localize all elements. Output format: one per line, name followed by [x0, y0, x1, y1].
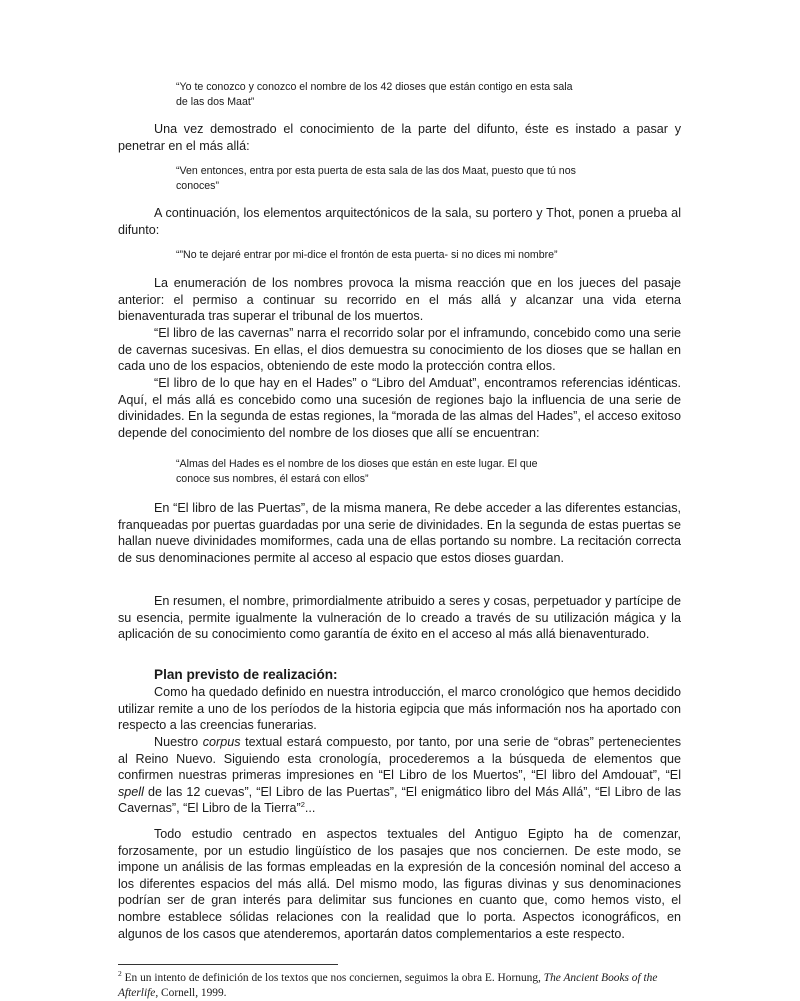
footnote-text-b: , Cornell, 1999. — [155, 987, 227, 999]
quote-1-line-1: “Yo te conozco y conozco el nombre de los 42 dioses que están contigo en esta sala — [176, 81, 573, 93]
footnote-book-title: The Ancient Books of the Afterlife — [118, 972, 658, 999]
paragraph-4: “El libro de las cavernas” narra el recorrido solar por el inframundo, concebido como una serie de cavernas sucesivas. En ellas, el dios demuestra su conocimiento de los dioses que se hallan en cada uno de los espacios, obteniendo de este modo la protección contra ellos. — [118, 326, 681, 374]
quote-1 — [176, 80, 573, 110]
footnote-text-a: En un intento de definición de los textos que nos conciernen, seguimos la obra E. Hornung, — [121, 972, 544, 984]
corpus-term: corpus — [202, 735, 241, 749]
paragraph-9-text-a: Nuestro — [154, 735, 203, 749]
paragraph-6: En “El libro de las Puertas”, de la misma manera, Re debe acceder a las diferentes estancias, franqueadas por puertas guardadas por una serie de divinidades. En la segunda de estas puertas se hallan nueve divinidades momiformes, cada una de ellas portando su nombre. La recitación correcta de sus denominaciones permite al acceso al espacio que estos dioses guardan. — [118, 501, 681, 565]
paragraph-7: En resumen, el nombre, primordialmente atribuido a seres y cosas, perpetuador y partícipe de su esencia, permite igualmente la vulneración de lo creado a través de su utilización mágica y la aplicación de su conocimiento como garantía de éxito en el acceso al más allá bienaventurado. — [118, 594, 681, 642]
quote-2 — [176, 164, 576, 194]
quote-4-line-1: “Almas del Hades es el nombre de los dioses que están en este lugar. El que — [176, 458, 538, 470]
paragraph-9-text-b: textual estará compuesto, por tanto, por una serie de “obras” pertenecientes al Reino Nuevo. Siguiendo esta cronología, procederemos a la búsqueda de elementos que confirmen nuestras primeras impresiones en “El Libro de los Muertos”, “El libro del Amdouat”, “El — [118, 735, 681, 783]
paragraph-5: “El libro de lo que hay en el Hades” o “Libro del Amduat”, encontramos referencias idénticas. Aquí, el más allá es concebido como una sucesión de regiones bajo la influencia de una serie de divinidades. En la segunda de estas regiones, la “morada de las almas del Hades”, el acceso exitoso depende del conocimiento del nombre de los dioses que allí se encuentran: — [118, 376, 681, 440]
paragraph-8: Como ha quedado definido en nuestra introducción, el marco cronológico que hemos decidido utilizar remite a uno de los períodos de la historia egipcia que más información nos ha aportado con respecto a las creencias funerarias. — [118, 685, 681, 733]
quote-4-line-2: conoce sus nombres, él estará con ellos” — [176, 473, 369, 485]
footnote-divider — [118, 964, 338, 965]
footnote-mark: 2 — [118, 969, 122, 979]
footnote-reference[interactable]: 2 — [300, 800, 305, 810]
quote-2-line-1: “Ven entonces, entra por esta puerta de esta sala de las dos Maat, puesto que tú nos — [176, 165, 576, 177]
quote-4 — [176, 457, 538, 487]
paragraph-10: Todo estudio centrado en aspectos textuales del Antiguo Egipto ha de comenzar, forzosamente, por un estudio lingüístico de los pasajes que nos conciernen. De este modo, se impone un análisis de las formas empleadas en la expresión de la concesión nominal del acceso a los diferentes espacios del más allá. Del mismo modo, las figuras divinas y sus denominaciones podrían ser de gran interés para delimitar sus funciones en cuanto que, como hemos visto, el nombre establece sólidas relaciones con la realidad que lo porta. Aspectos iconográficos, en algunos de los casos que atenderemos, aportarán datos complementarios a este respecto. — [118, 827, 681, 941]
paragraph-3: La enumeración de los nombres provoca la misma reacción que en los jueces del pasaje anterior: el permiso a continuar su recorrido en el más allá y alcanzar una vida eterna bienaventurada tras superar el tribunal de los muertos. — [118, 276, 681, 324]
quote-3: “”No te dejaré entrar por mi-dice el frontón de esta puerta- si no dices mi nombre” — [176, 249, 558, 261]
footnote — [118, 971, 681, 1001]
paragraph-9 — [118, 734, 681, 817]
paragraph-1: Una vez demostrado el conocimiento de la parte del difunto, éste es instado a pasar y penetrar en el más allá: — [118, 122, 681, 153]
section-heading: Plan previsto de realización: — [154, 667, 338, 682]
paragraph-9-text-c: de las 12 cuevas”, “El Libro de las Puertas”, “El enigmático libro del Más Allá”, “El Libro de las Cavernas”, “El Libro de la Tierra” — [118, 784, 681, 816]
spell-term: spell — [118, 784, 144, 799]
paragraph-2: A continuación, los elementos arquitectónicos de la sala, su portero y Thot, ponen a prueba al difunto: — [118, 206, 681, 237]
quote-1-line-2: de las dos Maat” — [176, 96, 255, 108]
paragraph-9-text-d: ... — [304, 801, 316, 816]
quote-2-line-2: conoces” — [176, 180, 219, 192]
